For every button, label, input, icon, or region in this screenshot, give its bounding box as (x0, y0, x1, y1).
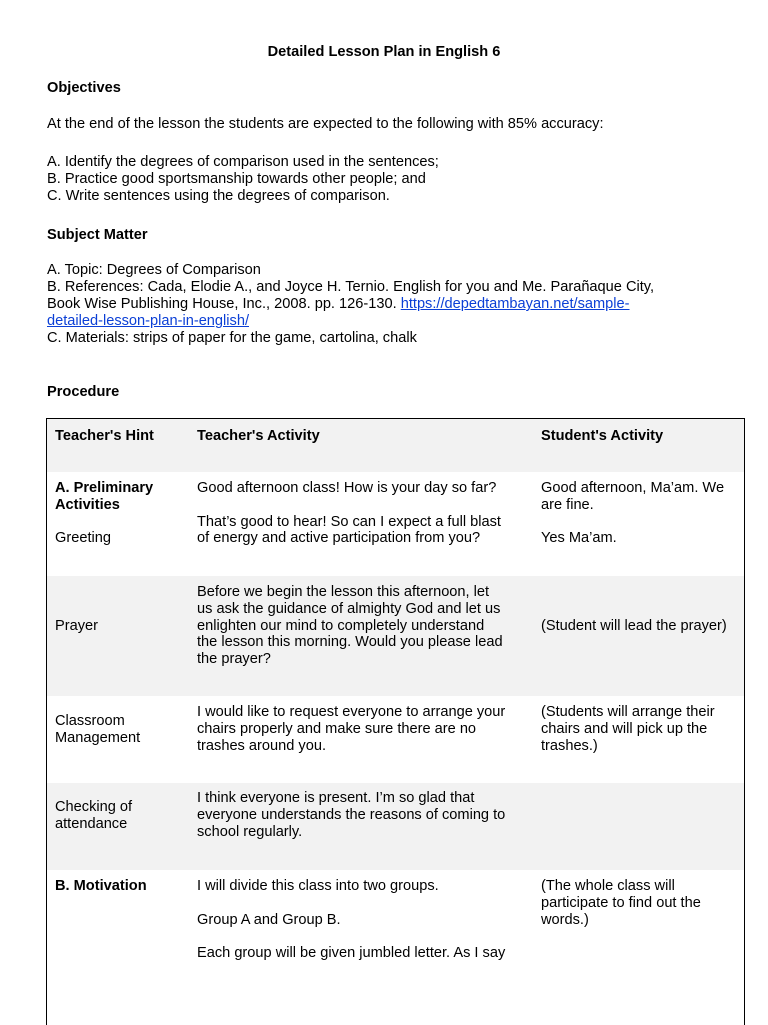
references-line-2 (47, 296, 737, 313)
subject-matter-body (47, 262, 737, 347)
student-cell: (Student will lead the prayer) (533, 576, 744, 696)
teacher-text: us ask the guidance of almighty God and let us (197, 600, 501, 617)
student-text: Yes Ma’am. (541, 530, 617, 547)
hint-title: A. Preliminary (55, 480, 154, 496)
references-text: Book Wise Publishing House, Inc., 2008. pp. 126-130. (47, 296, 401, 312)
teacher-text: That’s good to hear! So can I expect a full blast (197, 513, 501, 530)
teacher-text: Each group will be given jumbled letter. As I say (197, 945, 506, 962)
teacher-text: I think everyone is present. I’m so glad that (197, 790, 475, 806)
teacher-cell (189, 576, 533, 696)
student-text: words.) (541, 911, 589, 928)
objective-item: A. Identify the degrees of comparison used in the sentences; (47, 154, 439, 170)
student-text: chairs and will pick up the (541, 720, 708, 737)
topic-line: A. Topic: Degrees of Comparison (47, 262, 261, 278)
header-students-activity: Student's Activity (533, 419, 744, 472)
student-cell (533, 783, 744, 870)
student-text: are fine. (541, 496, 594, 513)
hint-title: Activities (55, 496, 120, 513)
objectives-intro: At the end of the lesson the students are expected to the following with 85% accuracy: (47, 116, 604, 132)
procedure-heading: Procedure (47, 384, 120, 400)
teacher-cell (189, 783, 533, 870)
student-cell (533, 472, 744, 576)
teacher-text: the prayer? (197, 651, 271, 668)
objectives-heading: Objectives (47, 80, 121, 96)
hint-text: Management (55, 729, 141, 746)
objective-item: C. Write sentences using the degrees of comparison. (47, 188, 390, 204)
student-text: trashes.) (541, 737, 598, 754)
table-row (47, 870, 744, 1025)
student-text: (Students will arrange their (541, 704, 715, 720)
reference-link-continued[interactable]: detailed-lesson-plan-in-english/ (47, 313, 249, 329)
student-text: Good afternoon, Ma’am. We (541, 480, 725, 496)
teacher-text: school regularly. (197, 823, 303, 840)
table-row (47, 576, 744, 696)
procedure-table (46, 418, 745, 1025)
objectives-list (47, 154, 737, 205)
teacher-text: chairs properly and make sure there are no (197, 720, 477, 737)
hint-text: Classroom (55, 713, 125, 729)
teacher-text: the lesson this morning. Would you please lead (197, 634, 503, 651)
document-title: Detailed Lesson Plan in English 6 (267, 44, 501, 60)
hint-cell (47, 783, 189, 870)
student-text: (The whole class will (541, 878, 675, 894)
hint-cell: B. Motivation (55, 878, 147, 894)
teacher-text: of energy and active participation from you? (197, 530, 481, 547)
hint-sub: Greeting (55, 530, 111, 547)
hint-cell: Prayer (47, 576, 189, 696)
teacher-text: everyone understands the reasons of coming to (197, 806, 506, 823)
student-text: participate to find out the (541, 894, 701, 911)
subject-matter-heading: Subject Matter (47, 227, 148, 243)
teacher-text: Good afternoon class! How is your day so far? (197, 480, 497, 496)
hint-cell (47, 696, 189, 783)
teacher-cell (189, 870, 533, 1025)
table-row (47, 696, 744, 783)
hint-text: attendance (55, 815, 128, 832)
teacher-text: I would like to request everyone to arrange your (197, 704, 506, 720)
header-teachers-activity: Teacher's Activity (189, 419, 533, 472)
teacher-text: enlighten our mind to completely understand (197, 617, 485, 634)
teacher-cell (189, 696, 533, 783)
table-row (47, 783, 744, 870)
teacher-text: I will divide this class into two groups. (197, 878, 439, 894)
references-line: B. References: Cada, Elodie A., and Joyce H. Ternio. English for you and Me. Parañaque City, (47, 279, 655, 295)
table-row (47, 472, 744, 576)
hint-text: Checking of (55, 799, 133, 815)
materials-line: C. Materials: strips of paper for the game, cartolina, chalk (47, 330, 417, 346)
student-cell (533, 696, 744, 783)
teacher-text: trashes around you. (197, 737, 326, 754)
table-header-row (47, 419, 744, 472)
teacher-cell (189, 472, 533, 576)
objective-item: B. Practice good sportsmanship towards other people; and (47, 171, 426, 187)
teacher-text: Before we begin the lesson this afternoon, let (197, 584, 490, 600)
reference-link-continued-line (47, 313, 737, 330)
teacher-text: Group A and Group B. (197, 911, 341, 928)
header-teachers-hint: Teacher's Hint (47, 419, 189, 472)
student-cell (533, 870, 744, 1025)
hint-cell (47, 472, 189, 576)
reference-link[interactable]: https://depedtambayan.net/sample- (400, 296, 630, 312)
